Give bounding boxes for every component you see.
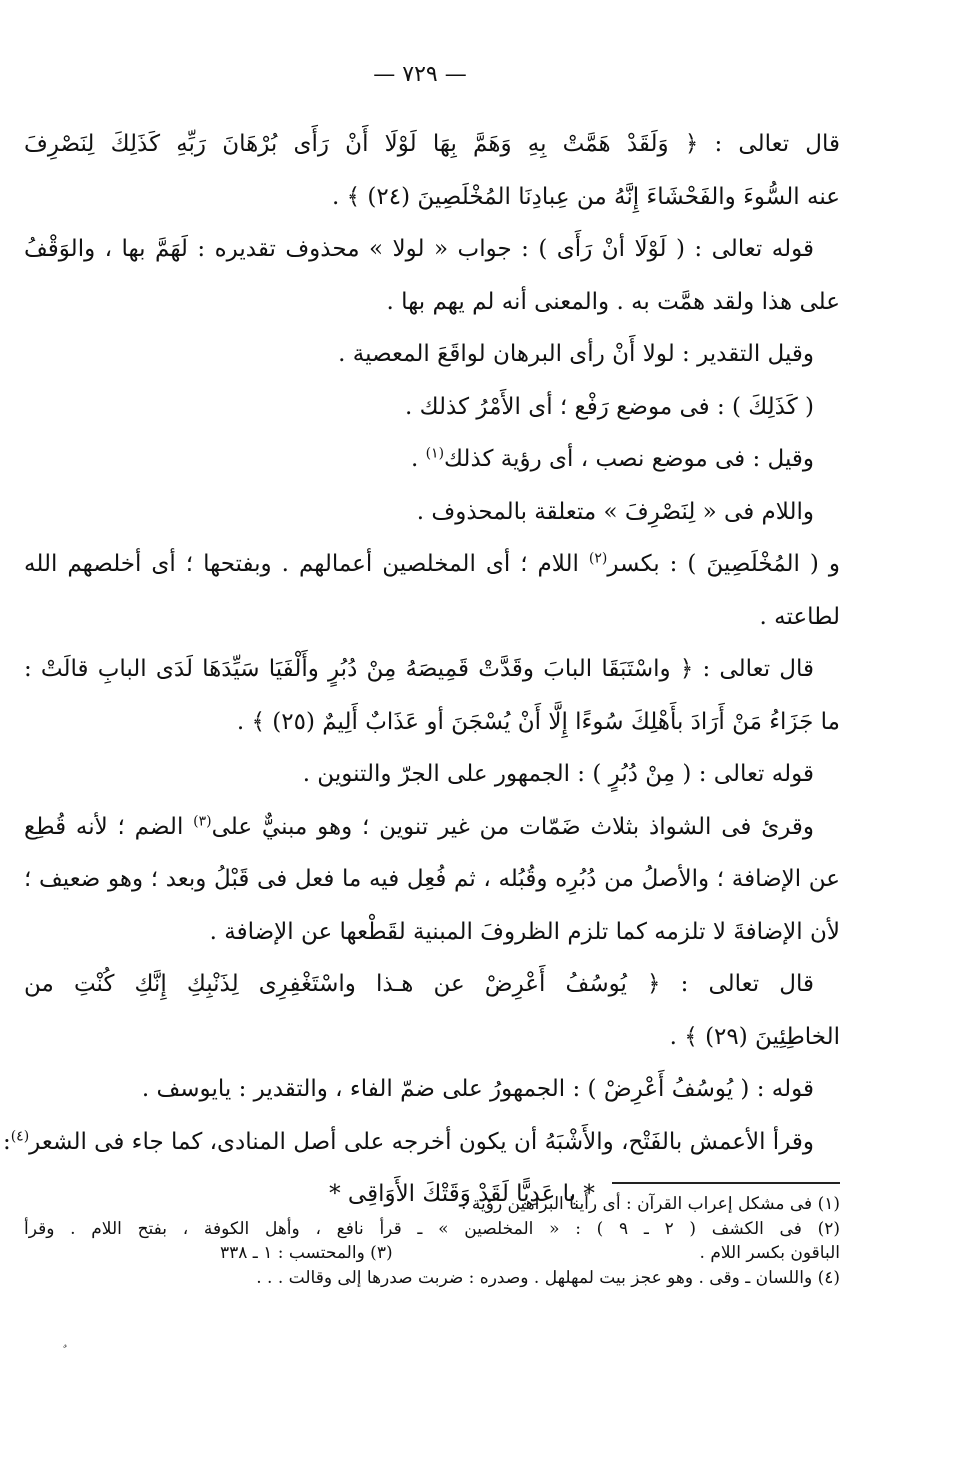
text-line: لأن الإضافةَ لا تلزمه كما تلزم الظروفَ المبنية لقَطْعها عن الإضافة . <box>209 918 840 945</box>
poetry-line: * يا عَدِيًّا لَقَدْ وَقَتْكَ الأَوَاقِى * <box>329 1181 595 1207</box>
footnote: (٢) فى الكشف ( ٢ ـ ٩ ) : « المخلصين » ـ قرأ نافع ، وأهل الكوفة ، بفتح اللام . وقرأ <box>24 1218 840 1239</box>
text-segment: اللام ؛ أى المخلصين أعمالهم . وبفتحها ؛ أى أخلصهم الله <box>24 551 589 577</box>
text-segment: الضم ؛ لأنه قُطِع <box>24 813 194 840</box>
text-line: الخاطِئِينَ (٢٩) ﴾ . <box>669 1023 840 1050</box>
footnote-continuation: الباقون بكسر اللام . <box>699 1243 840 1263</box>
footnote-marker: (٢) <box>588 550 608 567</box>
text-segment: وقرئ فى الشواذ بثلاث ضَمّات من غير تنوين ؛ وهو مبنيٌّ على <box>211 813 814 840</box>
text-line: قوله تعالى : ( مِنْ دُبُرٍ ) : الجمهور على الجرّ والتنوين . <box>302 761 814 787</box>
text-line: وقيل التقدير : لولا أَنْ رأى البرهان لواقَعَ المعصية . <box>338 341 814 367</box>
text-line: قال تعالى : ﴿ وَلَقَدْ هَمَّتْ بِهِ وَهَمَّ بِهَا لَوْلَا أَنْ رَأَى بُرْهَانَ رَبِّهِ كَذَلِكَ لِنَصْرِفَ <box>24 131 840 157</box>
text-line: قال تعالى : ﴿ يُوسُفُ أَعْرِضْ عن هـذا واسْتَغْفِرِى لِذَنْبِكِ إِنَّكِ كُنْتِ من <box>24 971 814 997</box>
page-number: — ٧٢٩ — <box>373 62 467 87</box>
text-line: واللام فى « لِنَصْرِفَ » متعلقة بالمحذوف . <box>416 498 814 525</box>
footnote: (٣) والمحتسب : ١ ـ ٣٣٨ <box>220 1243 393 1263</box>
footnote: (٤) واللسان ـ وقى . وهو عجز بيت لمهلهل . وصدره : ضربت صدرها إلى وقالت . . . <box>256 1267 840 1288</box>
text-line: عنه السُّوءَ والفَحْشَاءَ إِنَّهُ من عِبادِنَا المُخْلَصِينَ (٢٤) ﴾ . <box>331 183 840 210</box>
footnote <box>24 1241 840 1266</box>
text-segment: : <box>2 1128 11 1155</box>
text-line: قال تعالى : ﴿ واسْتَبَقَا البابَ وقَدَّتْ قَمِيصَهُ مِنْ دُبُرٍ وأَلْفَيَا سَيِّدَهَا لَدَى البابِ قالَتْ : <box>24 656 814 682</box>
text-line: لطاعته . <box>759 603 840 630</box>
text-line: قوله : ( يُوسُفُ أَعْرِضْ ) : الجمهورُ على ضمّ الفاء ، والتقدير : يايوسف . <box>141 1076 814 1102</box>
text-line <box>2 1116 840 1169</box>
text-line: ما جَزَاءُ مَنْ أَرَادَ بأَهْلِكَ سُوءًا إِلَّا أَنْ يُسْجَنَ أو عَذَابٌ أَلِيمٌ (٢٥) ﴾ . <box>236 708 840 735</box>
text-line <box>24 433 840 486</box>
text-line <box>24 538 840 591</box>
main-text <box>2 118 841 1221</box>
text-line: على هذا ولقد همَّت به . والمعنى أنه لم يهم بها . <box>386 288 840 315</box>
footnote-pair <box>220 1241 840 1266</box>
text-segment: وقرأ الأعمش بالفَتْح، والأَشْبَهُ أن يكون أخرجه على أصل المنادى، كما جاء فى الشعر <box>29 1128 814 1155</box>
footnote-marker: (٣) <box>193 812 212 829</box>
text-line <box>24 801 840 854</box>
footnote-marker: (٤) <box>10 1127 30 1144</box>
footnote-separator <box>612 1182 840 1184</box>
text-segment: و ( المُخْلَصِينَ ) : بكسر <box>607 551 841 577</box>
footnote-marker: (١) <box>425 445 445 462</box>
text-line: عن الإضافة ؛ والأصلُ من دُبُرِه وقُبُله ، ثم فُعِل فيه ما فعل فى قَبْلُ وبعد ؛ وهو ضعيف ؛ <box>24 866 840 892</box>
text-segment: وقيل : فى موضع نصب ، أى رؤية كذلك <box>444 446 814 472</box>
text-segment: . <box>410 446 426 472</box>
text-line: قوله تعالى : ( لَوْلَا أنْ رَأَى ) : جواب « لولا » محذوف تقديره : لَهَمَّ بها ، والوَقْفُ <box>24 236 814 262</box>
footnote: (١) فى مشكل إعراب القرآن : أى رأينا البراهين رؤية . <box>461 1194 840 1214</box>
footnotes <box>24 1192 840 1290</box>
print-speck <box>62 1346 72 1356</box>
text-line: ( كَذَلِكَ ) : فى موضع رَفْع ؛ أى الأَمْرُ كذلك . <box>405 393 814 420</box>
